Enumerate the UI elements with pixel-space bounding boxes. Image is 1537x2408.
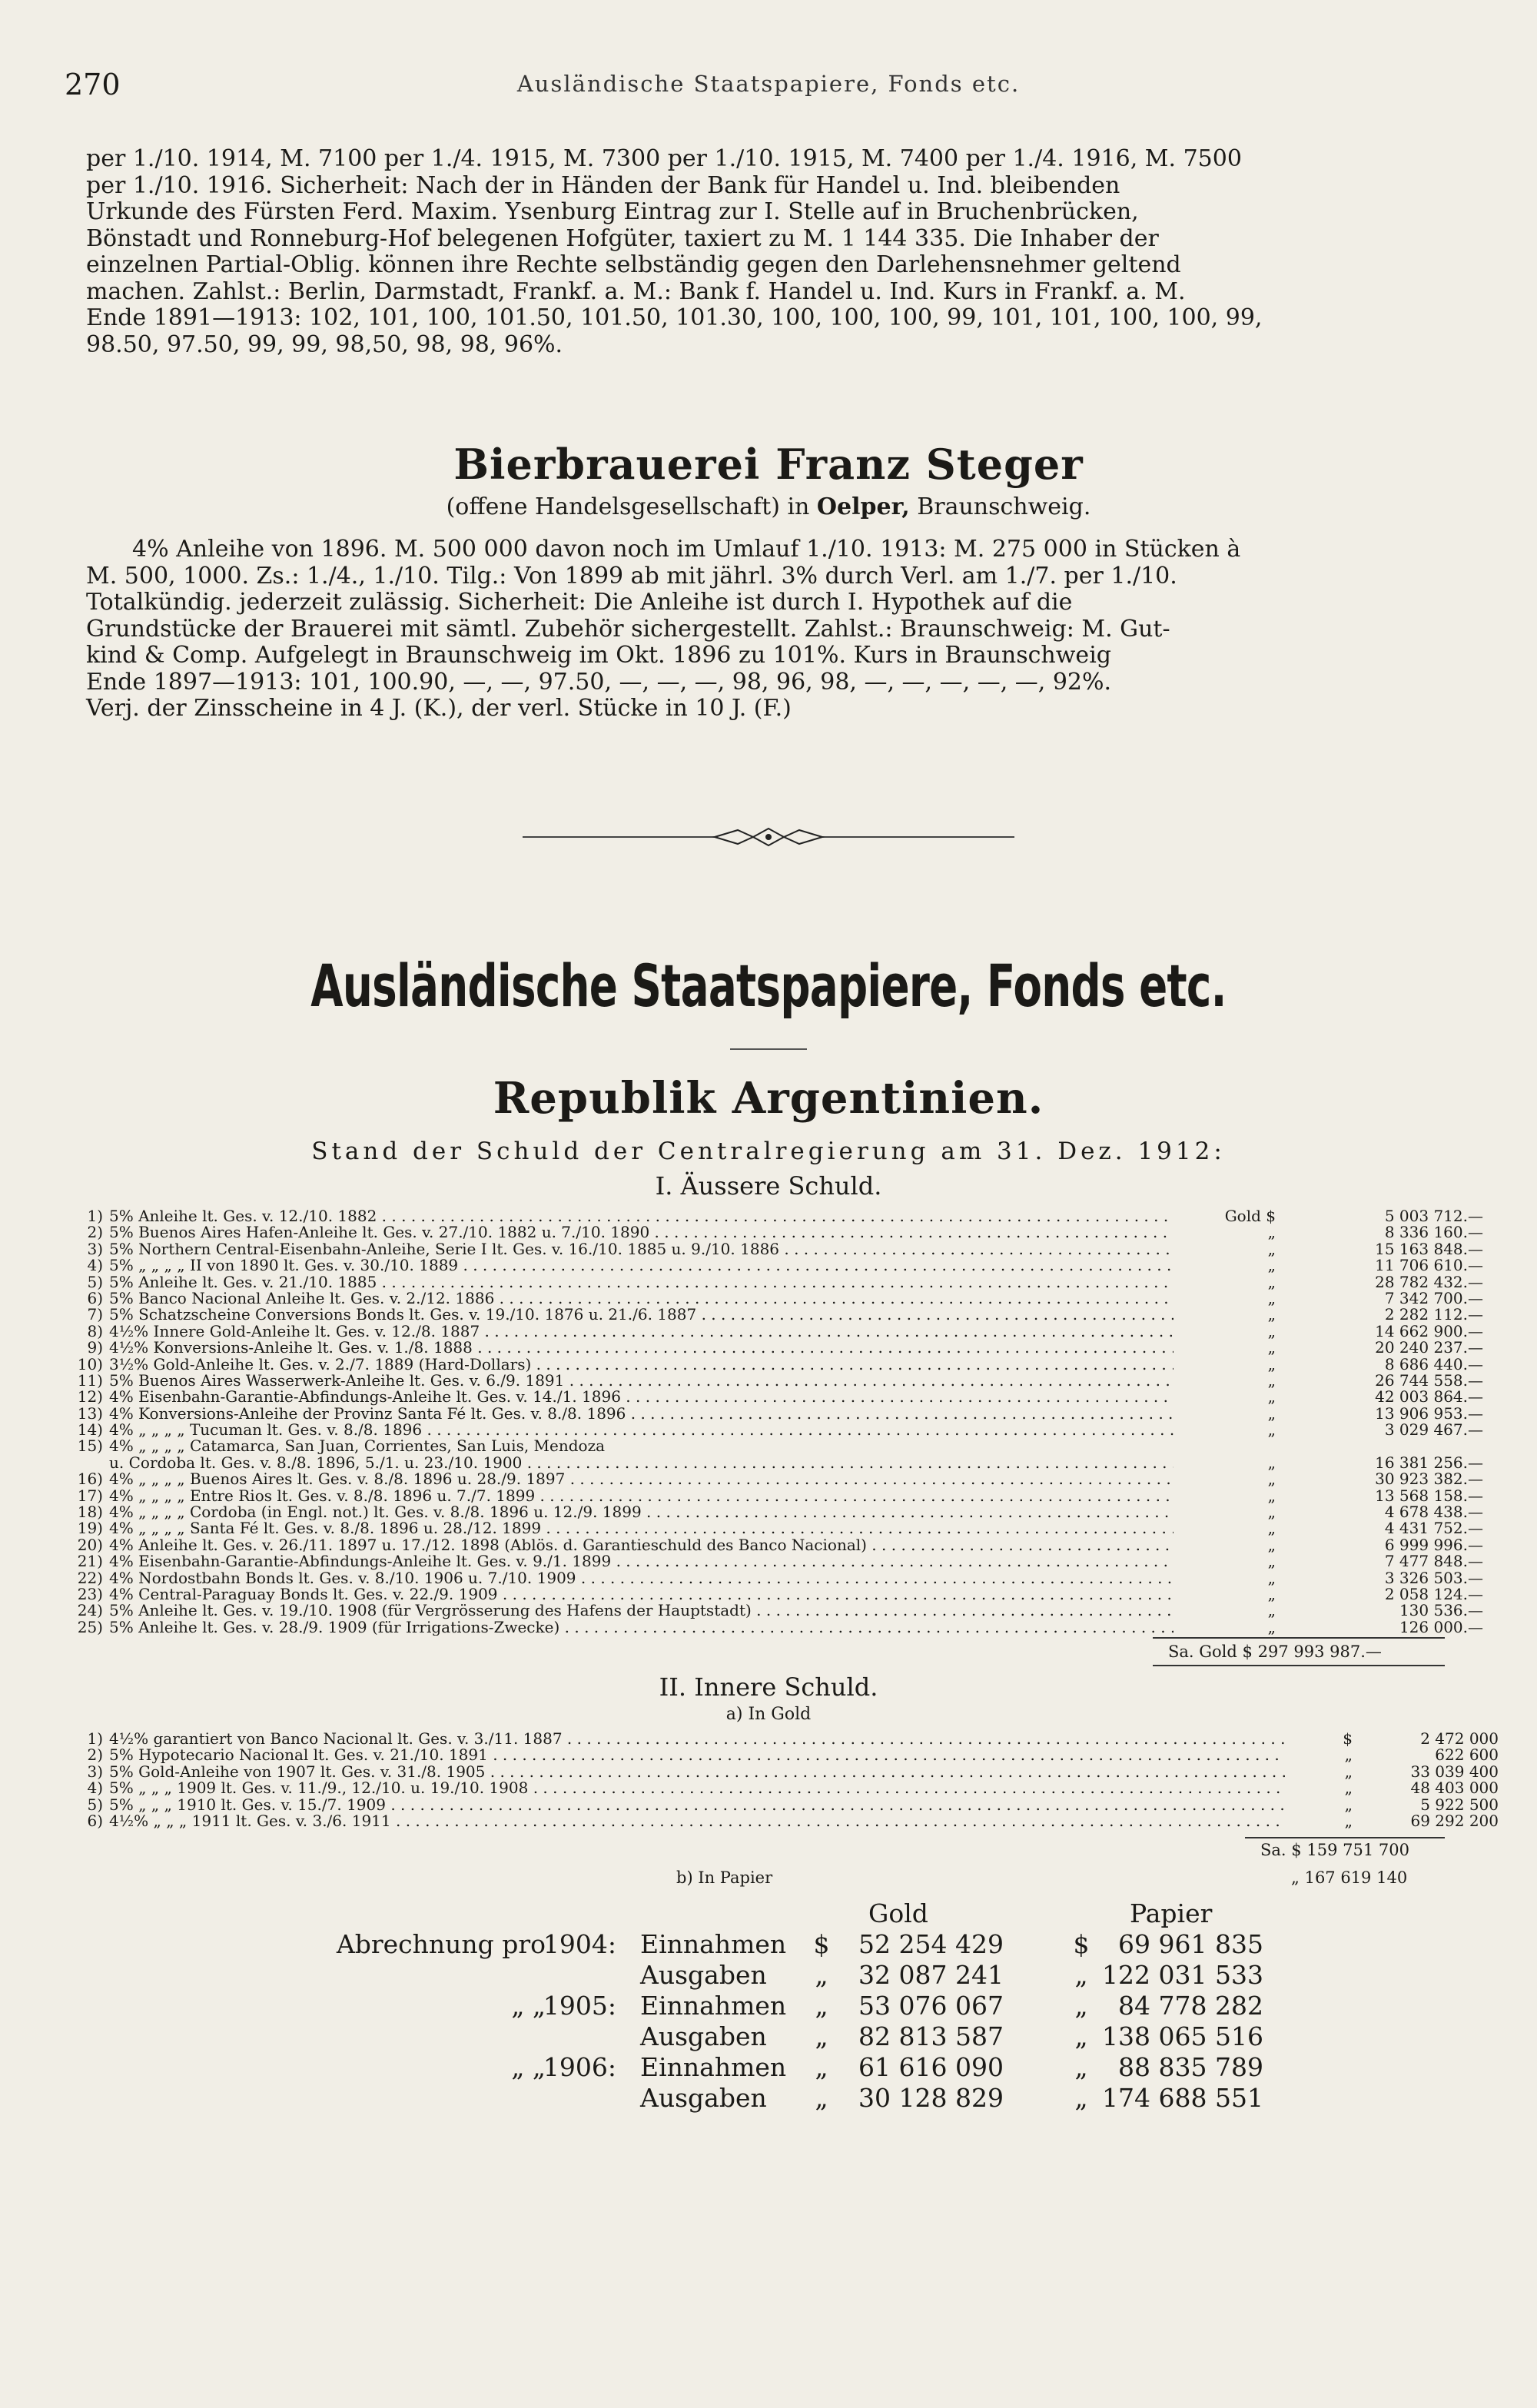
row-amount: 15 163 848.—	[1375, 1239, 1483, 1258]
row-amount: 2 472 000	[1420, 1729, 1499, 1748]
sum-rule	[1245, 1837, 1445, 1838]
accounts-row	[0, 1960, 1537, 1991]
row-description: 5% Anleihe lt. Ges. v. 21./10. 1885 . . .	[109, 1274, 1173, 1290]
row-description: 5% Gold-Anleihe von 1907 lt. Ges. v. 31./8. 1905 . . .	[109, 1764, 1285, 1780]
row-amount: 6 999 996.—	[1384, 1535, 1483, 1554]
paper-currency: „	[1074, 1991, 1088, 2021]
row-number: 13)	[77, 1403, 103, 1423]
gold-currency: $	[813, 1929, 830, 1959]
row-category: Einnahmen	[640, 2052, 787, 2082]
row-number: 2)	[87, 1745, 103, 1765]
table-row	[54, 1811, 1499, 1830]
steger-paragraph	[86, 536, 1462, 722]
row-amount: 33 039 400	[1410, 1762, 1499, 1781]
row-description: 4% „ „ „ „ Buenos Aires lt. Ges. v. 8./8. 1896 u. 28./9. 1897 . . .	[109, 1471, 1173, 1487]
row-category: Ausgaben	[640, 2083, 767, 2113]
text-line: Urkunde des Fürsten Ferd. Maxim. Ysenburg Eintrag zur I. Stelle auf in Bruchenbrücken,	[86, 198, 1139, 225]
gold-currency: „	[815, 1960, 828, 1990]
row-number: 5)	[87, 1795, 103, 1814]
row-currency: „	[1267, 1256, 1276, 1275]
row-amount: 8 686 440.—	[1384, 1354, 1483, 1373]
row-description: 4% „ „ „ „ Cordoba (in Engl. not.) lt. Ges. v. 8./8. 1896 u. 12./9. 1899 . . .	[109, 1504, 1173, 1520]
row-description: 4% „ „ „ „ Catamarca, San Juan, Corrientes, San Luis, Mendoza	[109, 1438, 606, 1455]
row-currency: „	[1267, 1387, 1276, 1407]
text-line: 98.50, 97.50, 99, 99, 98,50, 98, 98, 96%.	[86, 330, 563, 358]
row-amount: 130 536.—	[1399, 1601, 1483, 1620]
row-currency: „	[1267, 1617, 1276, 1636]
text-line: kind & Comp. Aufgelegt in Braunschweig im Okt. 1896 zu 101%. Kurs in Braunschweig	[86, 642, 1111, 669]
table-row	[54, 1387, 1483, 1407]
table-row	[54, 1305, 1483, 1324]
row-currency: „	[1267, 1239, 1276, 1258]
paper-value: 84 778 282	[1118, 1991, 1263, 2021]
row-currency: „	[1267, 1568, 1276, 1587]
paper-currency: „	[1291, 1868, 1300, 1887]
row-number: 4)	[87, 1256, 103, 1275]
row-number: 5)	[87, 1272, 103, 1291]
row-currency: „	[1344, 1745, 1353, 1765]
row-description: 4% „ „ „ „ Tucuman lt. Ges. v. 8./8. 1896 . . .	[109, 1422, 1173, 1438]
external-debt-list	[54, 1207, 1483, 1636]
paper-value: 167 619 140	[1304, 1868, 1408, 1887]
row-currency: Gold $	[1224, 1207, 1276, 1225]
row-description: 4½% Innere Gold-Anleihe lt. Ges. v. 12./8. 1887 . . .	[109, 1324, 1173, 1340]
row-amount: 126 000.—	[1399, 1617, 1483, 1636]
external-sum	[1168, 1643, 1382, 1660]
row-number: 12)	[77, 1387, 103, 1407]
text-line: Ende 1897—1913: 101, 100.90, —, —, 97.50, —, —, —, 98, 96, 98, —, —, —, —, —, 92%.	[86, 668, 1112, 696]
row-number: 16)	[77, 1470, 103, 1489]
row-currency: „	[1344, 1795, 1353, 1814]
row-number: 17)	[77, 1486, 103, 1505]
ornament-divider	[523, 825, 1014, 849]
company-title: Bierbrauerei Franz Steger	[453, 440, 1084, 489]
row-currency: „	[1267, 1321, 1276, 1340]
text-line: Grundstücke der Brauerei mit sämtl. Zubehör sichergestellt. Zahlst.: Braunschweig: M. Gut-	[86, 615, 1170, 643]
row-number: 1)	[87, 1207, 103, 1225]
row-number: 6)	[87, 1811, 103, 1830]
row-currency: „	[1267, 1305, 1276, 1324]
row-number: 14)	[77, 1420, 103, 1440]
row-currency: „	[1267, 1338, 1276, 1357]
row-amount: 69 292 200	[1410, 1811, 1499, 1830]
sum-label: Sa. Gold	[1168, 1642, 1237, 1661]
text-line: Ende 1891—1913: 102, 101, 100, 101.50, 101.50, 101.30, 100, 100, 100, 99, 101, 101, 100, 100, 99,	[86, 304, 1263, 331]
row-currency: „	[1267, 1420, 1276, 1440]
row-currency: „	[1267, 1272, 1276, 1291]
accounts-row	[0, 1991, 1537, 2021]
row-description: 4½% garantiert von Banco Nacional lt. Ges. v. 3./11. 1887 . . .	[109, 1731, 1285, 1747]
row-description: 5% „ „ „ 1910 lt. Ges. v. 15./7. 1909 . . .	[109, 1797, 1285, 1813]
row-amount: 2 058 124.—	[1384, 1584, 1483, 1603]
row-number: 11)	[77, 1370, 103, 1390]
row-number: 22)	[77, 1568, 103, 1587]
table-row	[54, 1535, 1483, 1554]
internal-gold-sum	[1260, 1842, 1409, 1858]
row-prefix: Abrechnung pro	[336, 1929, 546, 1959]
row-amount: 16 381 256.—	[1375, 1453, 1483, 1472]
table-row	[54, 1762, 1499, 1781]
table-row	[54, 1338, 1483, 1357]
subtitle-post: Braunschweig.	[909, 493, 1091, 520]
row-currency: „	[1267, 1403, 1276, 1423]
row-currency: „	[1267, 1453, 1276, 1472]
row-amount: 7 342 700.—	[1384, 1288, 1483, 1307]
row-year: 1905:	[543, 1991, 616, 2021]
paper-value: 138 065 516	[1102, 2021, 1263, 2051]
row-amount: 28 782 432.—	[1375, 1272, 1483, 1291]
sum-rule	[1153, 1637, 1445, 1639]
paper-value: 88 835 789	[1118, 2052, 1263, 2082]
row-amount: 5 003 712.—	[1384, 1207, 1483, 1225]
row-amount: 4 431 752.—	[1384, 1519, 1483, 1538]
column-gold: Gold	[868, 1898, 928, 1928]
text-line: per 1./10. 1916. Sicherheit: Nach der in Händen der Bank für Handel u. Ind. bleibenden	[86, 171, 1120, 199]
row-number: 3)	[87, 1239, 103, 1258]
table-row	[54, 1601, 1483, 1620]
row-description: 5% Anleihe lt. Ges. v. 19./10. 1908 (für Vergrösserung des Hafens der Hauptstadt) . . .	[109, 1603, 1173, 1619]
paper-value: 174 688 551	[1102, 2083, 1263, 2113]
row-amount: 11 706 610.—	[1375, 1256, 1483, 1275]
text-line: M. 500, 1000. Zs.: 1./4., 1./10. Tilg.: Von 1899 ab mit jährl. 3% durch Verl. am 1./7. per 1./10.	[86, 562, 1177, 590]
table-row	[54, 1470, 1483, 1489]
row-amount: 3 326 503.—	[1384, 1568, 1483, 1587]
divider	[730, 1048, 807, 1050]
row-prefix: „ „	[511, 2052, 546, 2082]
paper-value: 122 031 533	[1102, 1960, 1263, 1990]
row-number: 4)	[87, 1779, 103, 1798]
row-currency: „	[1267, 1223, 1276, 1242]
row-number: 7)	[87, 1305, 103, 1324]
row-amount: 2 282 112.—	[1384, 1305, 1483, 1324]
gold-currency: „	[815, 2052, 828, 2082]
row-currency: „	[1344, 1811, 1353, 1830]
row-amount: 42 003 864.—	[1375, 1387, 1483, 1407]
row-description: 4½% Konversions-Anleihe lt. Ges. v. 1./8. 1888 . . .	[109, 1340, 1173, 1356]
row-description: 5% „ „ „ „ II von 1890 lt. Ges. v. 30./10. 1889 . . .	[109, 1257, 1173, 1274]
sum-label: Sa.	[1260, 1841, 1286, 1859]
table-row	[54, 1779, 1499, 1798]
sum-amount: 297 993 987.—	[1257, 1642, 1382, 1661]
row-amount: 4 678 438.—	[1384, 1503, 1483, 1522]
row-description: 4% Nordostbahn Bonds lt. Ges. v. 8./10. 1906 u. 7./10. 1909 . . .	[109, 1570, 1173, 1586]
accounts-table	[0, 1898, 1537, 2114]
table-row	[54, 1745, 1499, 1765]
row-number: 1)	[87, 1729, 103, 1748]
row-amount: 5 922 500	[1420, 1795, 1499, 1814]
gold-value: 61 616 090	[858, 2052, 1004, 2082]
row-category: Ausgaben	[640, 2021, 767, 2051]
gold-currency: „	[815, 1991, 828, 2021]
row-number: 24)	[77, 1601, 103, 1620]
table-row	[54, 1207, 1483, 1225]
accounts-row	[0, 2021, 1537, 2052]
row-amount: 48 403 000	[1410, 1779, 1499, 1798]
gold-value: 30 128 829	[858, 2083, 1004, 2113]
row-number: 21)	[77, 1552, 103, 1571]
text-line: Totalkündig. jederzeit zulässig. Sicherheit: Die Anleihe ist durch I. Hypothek auf die	[86, 589, 1073, 616]
table-row	[54, 1519, 1483, 1538]
text-line: Bönstadt und Ronneburg-Hof belegenen Hofgüter, taxiert zu M. 1 144 335. Die Inhaber der	[86, 224, 1159, 252]
row-description: 4% Anleihe lt. Ges. v. 26./11. 1897 u. 17./12. 1898 (Ablös. d. Garantieschuld des Banco Nacional) . . .	[109, 1537, 1173, 1553]
row-currency: „	[1267, 1354, 1276, 1373]
text-line: Verj. der Zinsscheine in 4 J. (K.), der verl. Stücke in 10 J. (F.)	[86, 695, 792, 722]
row-description: 4% „ „ „ „ Santa Fé lt. Ges. v. 8./8. 1896 u. 28./12. 1899 . . .	[109, 1520, 1173, 1536]
subtitle-place: Oelper,	[816, 493, 910, 520]
accounts-row	[0, 2052, 1537, 2083]
row-number: 19)	[77, 1519, 103, 1538]
table-row	[54, 1503, 1483, 1522]
table-row	[54, 1438, 1460, 1454]
row-description: 4% Eisenbahn-Garantie-Abfindungs-Anleihe lt. Ges. v. 9./1. 1899 . . .	[109, 1553, 1173, 1569]
text-line: per 1./10. 1914, M. 7100 per 1./4. 1915, M. 7300 per 1./10. 1915, M. 7400 per 1./4. 1916, M. 7500	[86, 145, 1242, 172]
paper-currency: „	[1074, 2052, 1088, 2082]
row-description: 4½% „ „ „ 1911 lt. Ges. v. 3./6. 1911 . . .	[109, 1813, 1285, 1829]
table-row	[54, 1272, 1483, 1291]
row-category: Einnahmen	[640, 1991, 787, 2021]
text-line: machen. Zahlst.: Berlin, Darmstadt, Frankf. a. M.: Bank f. Handel u. Ind. Kurs in Frankf. a. M.	[86, 277, 1186, 305]
row-amount: 13 568 158.—	[1375, 1486, 1483, 1505]
sum-currency: $	[1242, 1642, 1253, 1661]
row-currency: „	[1267, 1535, 1276, 1554]
running-title: Ausländische Staatspapiere, Fonds etc.	[516, 71, 1021, 97]
table-row	[54, 1584, 1483, 1603]
table-row	[54, 1420, 1483, 1440]
table-row	[54, 1288, 1483, 1307]
row-currency: „	[1267, 1470, 1276, 1489]
table-row	[54, 1795, 1499, 1814]
sum-rule	[1153, 1665, 1445, 1666]
row-number: 6)	[87, 1288, 103, 1307]
row-year: 1906:	[543, 2052, 616, 2082]
paper-currency: „	[1074, 2083, 1088, 2113]
row-amount: 26 744 558.—	[1375, 1370, 1483, 1390]
row-number: 10)	[77, 1354, 103, 1373]
row-currency: „	[1344, 1762, 1353, 1781]
paper-currency: „	[1074, 2021, 1088, 2051]
row-amount: 3 029 467.—	[1384, 1420, 1483, 1440]
row-number: 15)	[77, 1436, 103, 1456]
subtitle-pre: (offene Handelsgesellschaft) in	[446, 493, 817, 520]
row-description: 5% Northern Central-Eisenbahn-Anleihe, Serie I lt. Ges. v. 16./10. 1885 u. 9./10. 1886 . . .	[109, 1241, 1173, 1257]
status-line: Stand der Schuld der Centralregierung am 31. Dez. 1912:	[311, 1138, 1226, 1165]
row-description: 4% Eisenbahn-Garantie-Abfindungs-Anleihe lt. Ges. v. 14./1. 1896 . . .	[109, 1389, 1173, 1405]
country-title: Republik Argentinien.	[493, 1073, 1044, 1124]
row-number: 9)	[87, 1338, 103, 1357]
row-number: 20)	[77, 1535, 103, 1554]
table-row	[54, 1223, 1483, 1242]
subsection-external: I. Äussere Schuld.	[655, 1171, 882, 1201]
row-amount: 13 906 953.—	[1375, 1403, 1483, 1423]
row-description: 5% Banco Nacional Anleihe lt. Ges. v. 2./12. 1886 . . .	[109, 1290, 1173, 1307]
text-line: einzelnen Partial-Oblig. können ihre Rechte selbständig gegen den Darlehensnehmer geltend	[86, 251, 1181, 278]
row-number: 3)	[87, 1762, 103, 1781]
row-number: 2)	[87, 1223, 103, 1242]
row-amount: 622 600	[1435, 1745, 1499, 1765]
paper-value: 69 961 835	[1118, 1929, 1263, 1959]
sum-amount: 159 751 700	[1306, 1841, 1409, 1859]
table-row	[54, 1568, 1483, 1587]
row-description: 5% Buenos Aires Hafen-Anleihe lt. Ges. v. 27./10. 1882 u. 7./10. 1890 . . .	[109, 1224, 1173, 1241]
gold-currency: „	[815, 2083, 828, 2113]
accounts-row	[0, 1929, 1537, 1960]
accounts-row	[0, 2083, 1537, 2114]
row-description: 5% „ „ „ 1909 lt. Ges. v. 11./9., 12./10. u. 19./10. 1908 . . .	[109, 1780, 1285, 1796]
row-category: Einnahmen	[640, 1929, 787, 1959]
row-category: Ausgaben	[640, 1960, 767, 1990]
row-currency: $	[1343, 1729, 1353, 1748]
subsection-gold: a) In Gold	[725, 1705, 812, 1724]
row-currency: „	[1267, 1601, 1276, 1620]
row-currency: „	[1267, 1503, 1276, 1522]
intro-paragraph	[86, 146, 1462, 358]
subsection-internal: II. Innere Schuld.	[659, 1672, 878, 1702]
internal-gold-list	[54, 1729, 1499, 1830]
row-description: 5% Hypotecario Nacional lt. Ges. v. 21./10. 1891 . . .	[109, 1747, 1285, 1763]
paper-amount	[1291, 1869, 1407, 1886]
row-description: 5% Anleihe lt. Ges. v. 28./9. 1909 (für Irrigations-Zwecke) . . .	[109, 1619, 1173, 1636]
row-amount: 7 477 848.—	[1384, 1552, 1483, 1571]
row-amount: 8 336 160.—	[1384, 1223, 1483, 1242]
gold-value: 32 087 241	[858, 1960, 1004, 1990]
row-description: 5% Schatzscheine Conversions Bonds lt. Ges. v. 19./10. 1876 u. 21./6. 1887 . . .	[109, 1307, 1173, 1323]
row-description: 4% Central-Paraguay Bonds lt. Ges. v. 22./9. 1909 . . .	[109, 1586, 1173, 1603]
sum-currency: $	[1291, 1841, 1302, 1859]
section-title: Ausländische Staatspapiere, Fonds etc.	[310, 952, 1227, 1020]
page-number: 270	[65, 68, 121, 101]
paper-currency: „	[1074, 1960, 1088, 1990]
table-row	[54, 1552, 1483, 1571]
table-row	[54, 1729, 1499, 1748]
row-amount: 30 923 382.—	[1375, 1470, 1483, 1489]
column-paper: Papier	[1130, 1898, 1213, 1928]
row-description: 3½% Gold-Anleihe lt. Ges. v. 2./7. 1889 (Hard-Dollars) . . .	[109, 1357, 1173, 1373]
row-year: 1904:	[543, 1929, 616, 1959]
page-header	[65, 68, 1472, 114]
table-row	[54, 1321, 1483, 1340]
table-row	[54, 1403, 1483, 1423]
row-number: 18)	[77, 1503, 103, 1522]
table-row	[54, 1354, 1483, 1373]
row-description: 4% „ „ „ „ Entre Rios lt. Ges. v. 8./8. 1896 u. 7./7. 1899 . . .	[109, 1488, 1173, 1504]
gold-value: 82 813 587	[858, 2021, 1004, 2051]
row-currency: „	[1267, 1552, 1276, 1571]
gold-value: 52 254 429	[858, 1929, 1004, 1959]
row-currency: „	[1267, 1584, 1276, 1603]
paper-currency: $	[1073, 1929, 1090, 1959]
gold-value: 53 076 067	[858, 1991, 1004, 2021]
row-currency: „	[1267, 1288, 1276, 1307]
row-description: 4% Konversions-Anleihe der Provinz Santa Fé lt. Ges. v. 8./8. 1896 . . .	[109, 1406, 1173, 1422]
table-row	[54, 1239, 1483, 1258]
row-prefix: „ „	[511, 1991, 546, 2021]
gold-currency: „	[815, 2021, 828, 2051]
table-row	[54, 1486, 1483, 1505]
table-row	[54, 1256, 1483, 1275]
row-amount: 14 662 900.—	[1375, 1321, 1483, 1340]
row-description: 5% Buenos Aires Wasserwerk-Anleihe lt. Ges. v. 6./9. 1891 . . .	[109, 1373, 1173, 1389]
company-subtitle	[0, 493, 1537, 520]
row-currency: „	[1267, 1370, 1276, 1390]
table-row	[54, 1453, 1483, 1472]
row-amount: 20 240 237.—	[1375, 1338, 1483, 1357]
paper-label: b) In Papier	[676, 1868, 773, 1887]
row-currency: „	[1344, 1779, 1353, 1798]
row-number: 25)	[77, 1617, 103, 1636]
text-line: 4% Anleihe von 1896. M. 500 000 davon noch im Umlauf 1./10. 1913: M. 275 000 in Stücken à	[132, 536, 1241, 563]
row-number: 23)	[77, 1584, 103, 1603]
row-currency: „	[1267, 1486, 1276, 1505]
row-description: 5% Anleihe lt. Ges. v. 12./10. 1882 . . .	[109, 1208, 1173, 1224]
table-row	[54, 1617, 1483, 1636]
accounts-header	[0, 1898, 1537, 1929]
row-description: u. Cordoba lt. Ges. v. 8./8. 1896, 5./1. u. 23./10. 1900 . . .	[109, 1455, 1173, 1471]
row-number: 8)	[87, 1321, 103, 1340]
table-row	[54, 1370, 1483, 1390]
row-currency: „	[1267, 1519, 1276, 1538]
